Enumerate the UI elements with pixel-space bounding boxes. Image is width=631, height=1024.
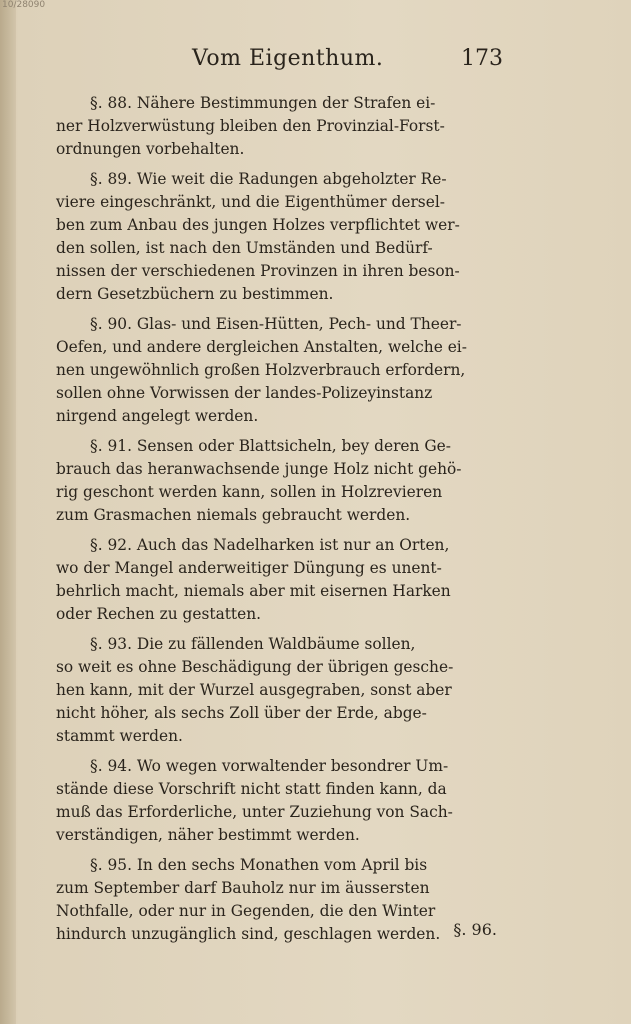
paragraph <box>56 854 498 946</box>
text-line: Oefen, und andere dergleichen Anstalten, welche ei- <box>56 338 467 356</box>
paragraph <box>56 92 498 161</box>
text-line: hen kann, mit der Wurzel ausgegraben, sonst aber <box>56 681 452 699</box>
text-line: rig geschont werden kann, sollen in Holzrevieren <box>56 483 443 501</box>
text-line: muß das Erforderliche, unter Zuziehung von Sach- <box>56 803 453 821</box>
text-line: verständigen, näher bestimmt werden. <box>56 826 360 844</box>
text-line: §. 90. Glas- und Eisen-Hütten, Pech- und Theer- <box>90 315 462 333</box>
text-line: §. 94. Wo wegen vorwaltender besondrer Um- <box>90 757 449 775</box>
paragraph <box>56 435 498 527</box>
paragraph <box>56 168 498 306</box>
text-line: den sollen, ist nach den Umständen und Bedürf- <box>56 239 433 257</box>
text-line: ben zum Anbau des jungen Holzes verpflichtet wer- <box>56 216 460 234</box>
text-line: §. 88. Nähere Bestimmungen der Strafen ei- <box>90 94 436 112</box>
text-line: viere eingeschränkt, und die Eigenthümer dersel- <box>56 193 445 211</box>
text-line: nirgend angelegt werden. <box>56 407 259 425</box>
paragraph <box>56 313 498 428</box>
page-header <box>86 46 503 80</box>
page-number: 173 <box>461 46 503 71</box>
binding-gutter <box>0 0 16 1024</box>
body-text <box>56 92 498 953</box>
text-line: nen ungewöhnlich großen Holzverbrauch erfordern, <box>56 361 466 379</box>
text-line: zum Grasmachen niemals gebraucht werden. <box>56 506 411 524</box>
text-line: §. 95. In den sechs Monathen vom April bis <box>90 856 428 874</box>
text-line: dern Gesetzbüchern zu bestimmen. <box>56 285 334 303</box>
text-line: stammt werden. <box>56 727 183 745</box>
text-line: sollen ohne Vorwissen der landes-Polizeyinstanz <box>56 384 433 402</box>
text-line: stände diese Vorschrift nicht statt finden kann, da <box>56 780 447 798</box>
text-line: Nothfalle, oder nur in Gegenden, die den Winter <box>56 902 436 920</box>
text-line: nicht höher, als sechs Zoll über der Erde, abge- <box>56 704 427 722</box>
text-line: §. 91. Sensen oder Blattsicheln, bey deren Ge- <box>90 437 451 455</box>
text-line: §. 89. Wie weit die Radungen abgeholzter Re- <box>90 170 447 188</box>
paragraph <box>56 633 498 748</box>
text-line: behrlich macht, niemals aber mit eisernen Harken <box>56 582 451 600</box>
text-line: wo der Mangel anderweitiger Düngung es unent- <box>56 559 442 577</box>
text-line: so weit es ohne Beschädigung der übrigen gesche- <box>56 658 454 676</box>
text-line: zum September darf Bauholz nur im äussersten <box>56 879 430 897</box>
text-line: hindurch unzugänglich sind, geschlagen werden. <box>56 925 441 943</box>
text-line: nissen der verschiedenen Provinzen in ihren beson- <box>56 262 460 280</box>
paragraph <box>56 534 498 626</box>
text-line: §. 93. Die zu fällenden Waldbäume sollen, <box>90 635 416 653</box>
archive-reference: 10/28090 <box>2 0 46 10</box>
text-line: oder Rechen zu gestatten. <box>56 605 262 623</box>
catchword: §. 96. <box>453 920 497 939</box>
text-line: ordnungen vorbehalten. <box>56 140 245 158</box>
running-title: Vom Eigenthum. <box>192 46 384 71</box>
text-line: brauch das heranwachsende junge Holz nicht gehö- <box>56 460 462 478</box>
text-line: §. 92. Auch das Nadelharken ist nur an Orten, <box>90 536 450 554</box>
paragraph <box>56 755 498 847</box>
text-line: ner Holzverwüstung bleiben den Provinzial-Forst- <box>56 117 445 135</box>
